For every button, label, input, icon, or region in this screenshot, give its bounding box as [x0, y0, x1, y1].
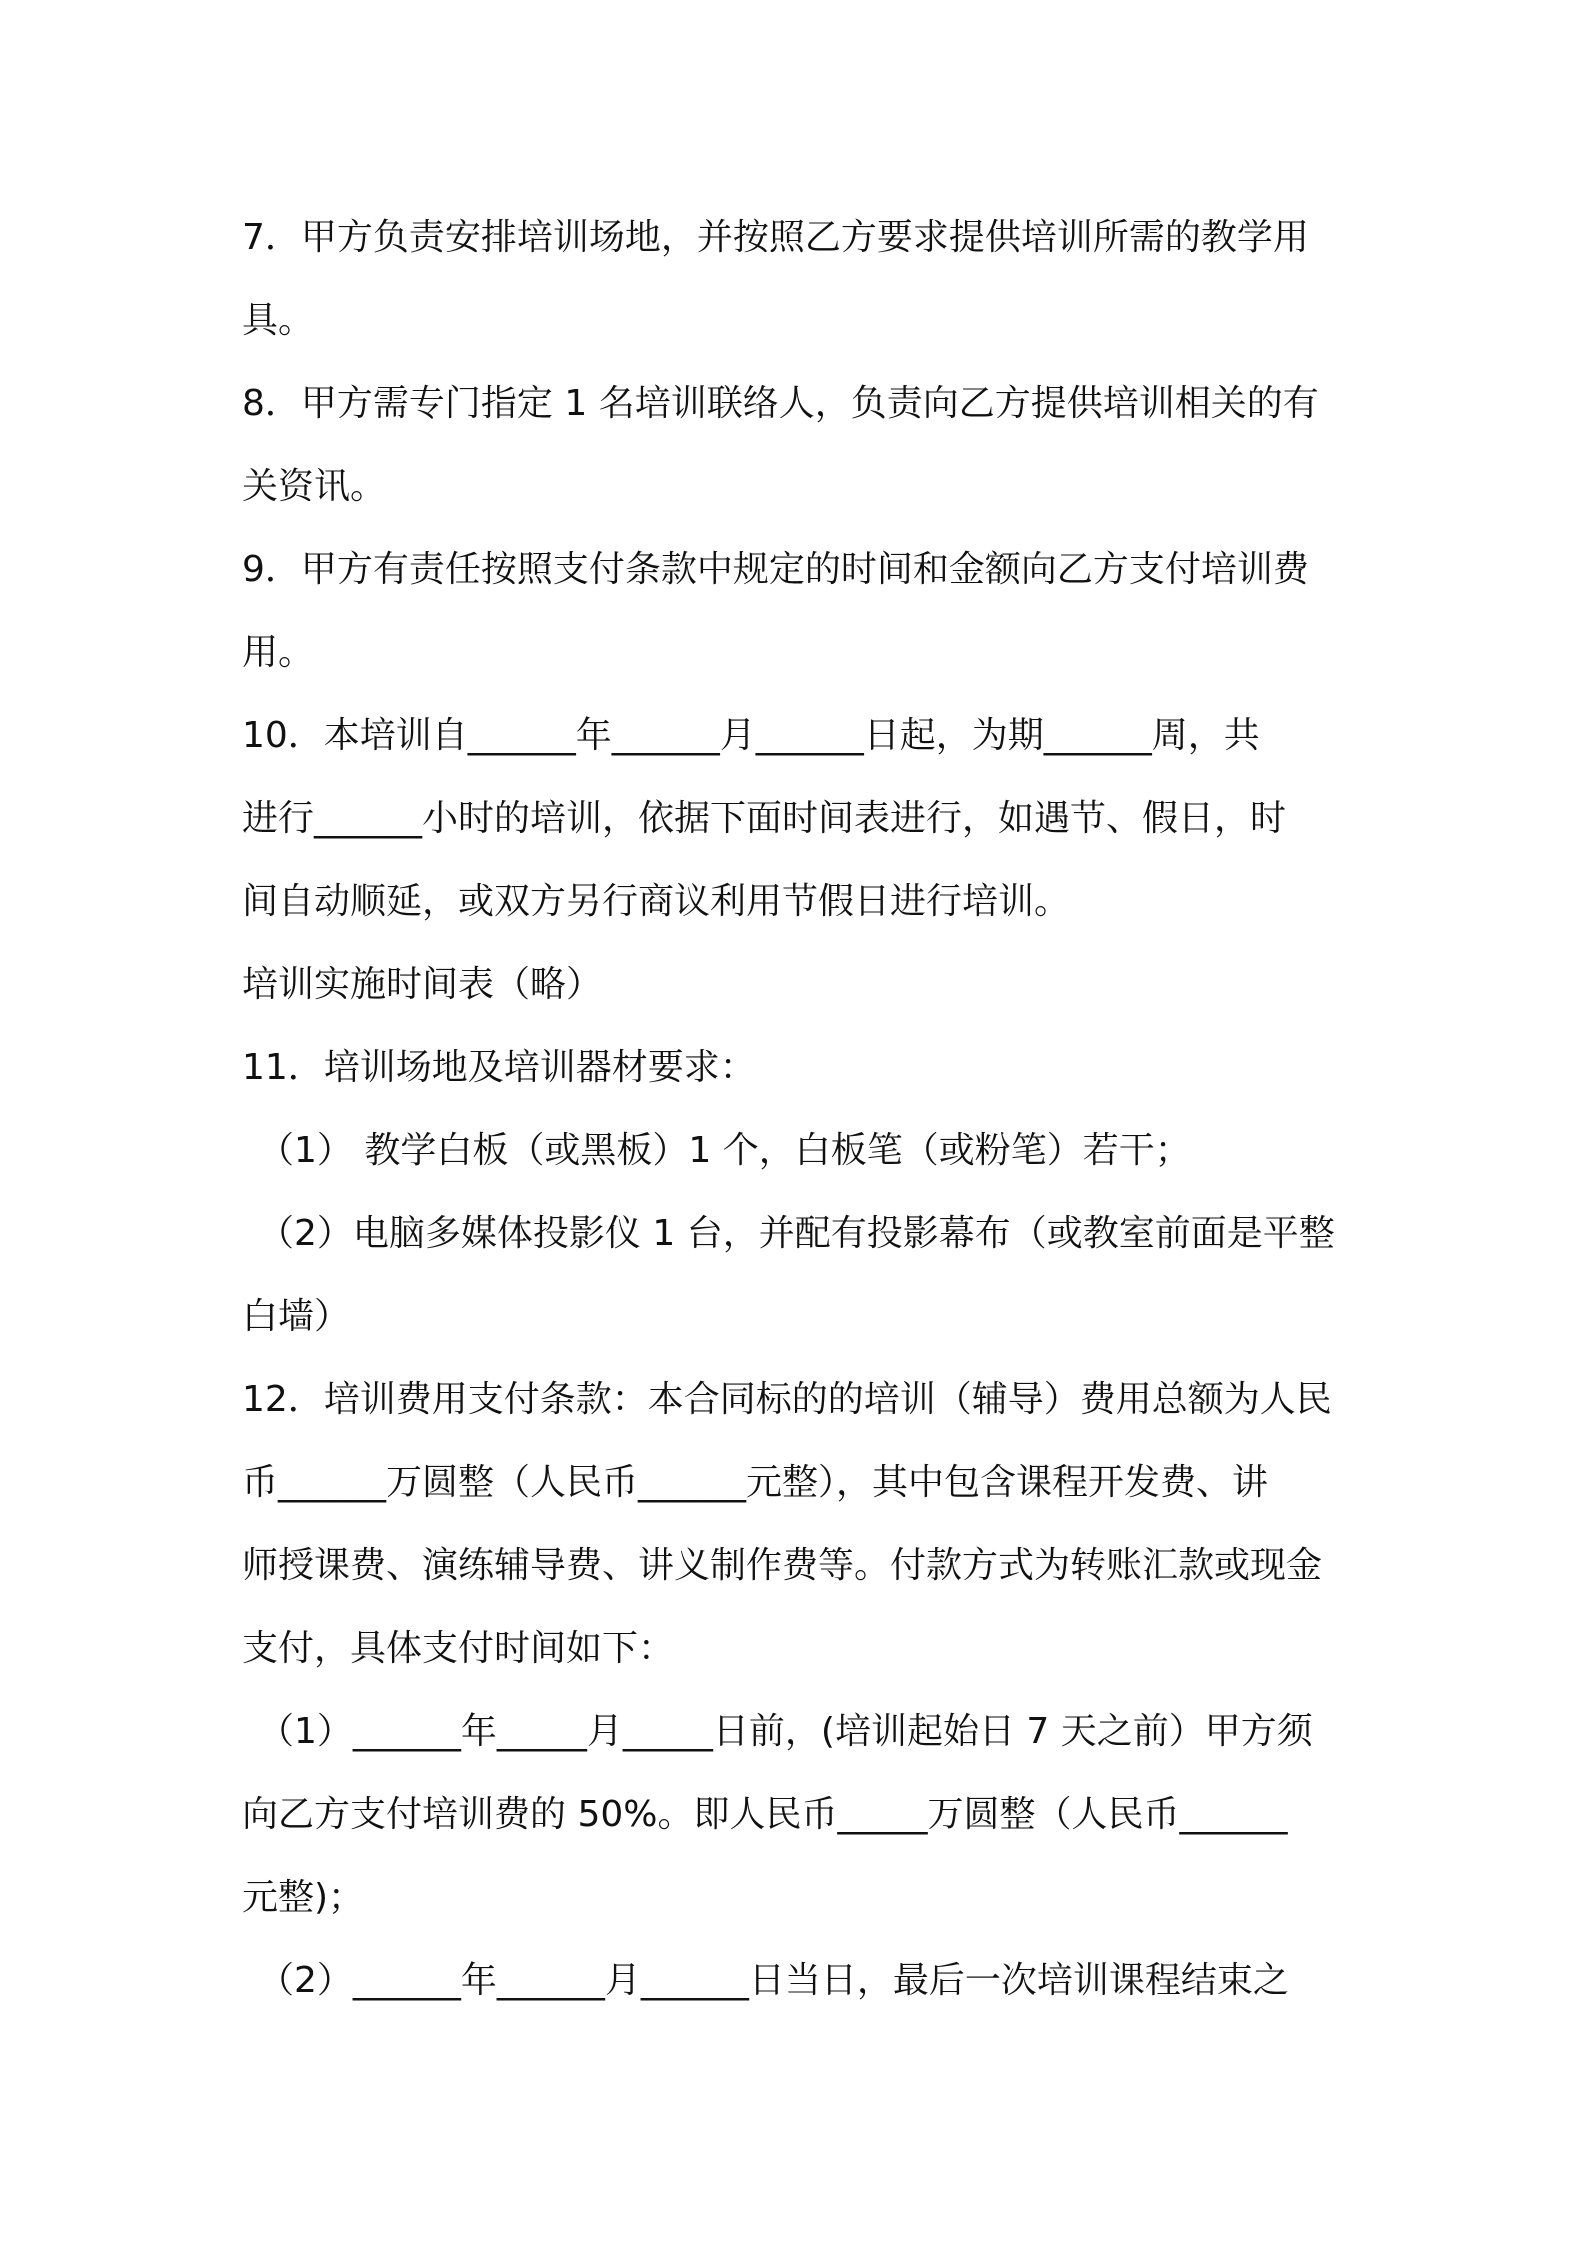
payment-item-1-line-3: 元整)； — [242, 1877, 365, 1918]
document-page — [242, 196, 1362, 2022]
clause-12-line-4: 支付，具体支付时间如下： — [242, 1628, 675, 1669]
clause-12-line-2: 币______万圆整（人民币______元整），其中包含课程开发费、讲 — [242, 1462, 1269, 1503]
clause-12-line-1: 12．培训费用支付条款：本合同标的的培训（辅导）费用总额为人民 — [242, 1379, 1332, 1420]
clause-11-line-1: 11．培训场地及培训器材要求： — [242, 1047, 756, 1088]
clause-9-line-1: 9．甲方有责任按照支付条款中规定的时间和金额向乙方支付培训费 — [242, 549, 1309, 590]
clause-10-line-1: 10．本培训自______年______月______日起，为期______周，共 — [242, 715, 1260, 756]
clause-11-item-1: （1） 教学白板（或黑板）1 个，白板笔（或粉笔）若干； — [258, 1130, 1191, 1171]
payment-item-1-line-2: 向乙方支付培训费的 50%。即人民币_____万圆整（人民币______ — [242, 1794, 1288, 1835]
clause-10-line-2: 进行______小时的培训，依据下面时间表进行，如遇节、假日，时 — [242, 798, 1287, 839]
clause-7-line-2: 具。 — [242, 300, 315, 341]
clause-10-line-3: 间自动顺延，或双方另行商议利用节假日进行培训。 — [242, 881, 1071, 922]
payment-item-1-line-1: （1）______年_____月_____日前，(培训起始日 7 天之前）甲方须 — [258, 1711, 1313, 1752]
clause-11-item-2-line-1: （2）电脑多媒体投影仪 1 台，并配有投影幕布（或教室前面是平整 — [258, 1213, 1335, 1254]
clause-11-item-2-line-2: 白墙） — [242, 1296, 351, 1337]
clause-8-line-1: 8．甲方需专门指定 1 名培训联络人，负责向乙方提供培训相关的有 — [242, 383, 1319, 424]
clause-7-line-1: 7．甲方负责安排培训场地，并按照乙方要求提供培训所需的教学用 — [242, 217, 1309, 258]
schedule-heading: 培训实施时间表（略） — [242, 964, 603, 1005]
payment-item-2-line-1: （2）______年______月______日当日，最后一次培训课程结束之 — [258, 1960, 1289, 2001]
clause-9-line-2: 用。 — [242, 632, 315, 673]
clause-8-line-2: 关资讯。 — [242, 466, 387, 507]
clause-12-line-3: 师授课费、演练辅导费、讲义制作费等。付款方式为转账汇款或现金 — [242, 1545, 1323, 1586]
